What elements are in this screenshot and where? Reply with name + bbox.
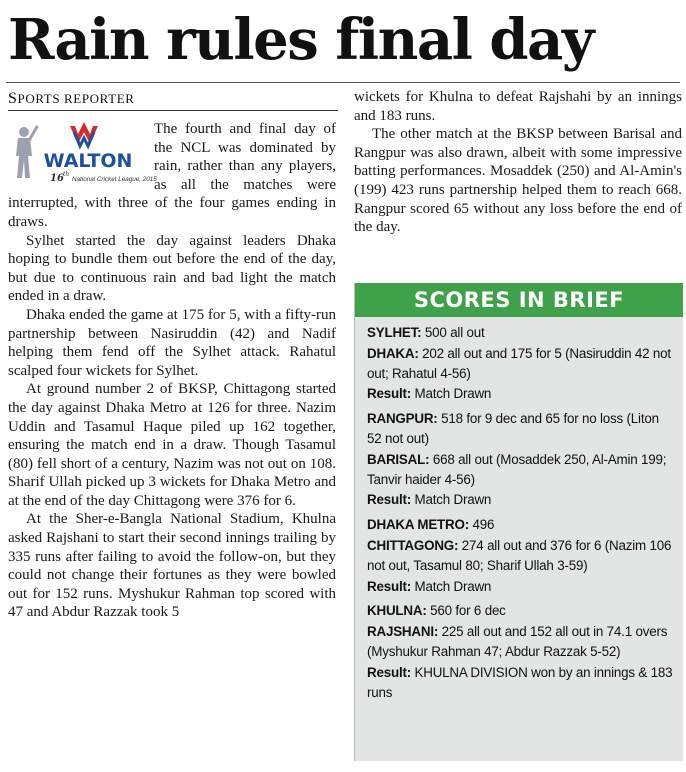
batsman-icon [16, 125, 39, 178]
headline-rule [6, 82, 680, 83]
score-text: 202 all out and 175 for 5 (Nasiruddin 42 not out; Rahatul 4-56) [367, 345, 671, 381]
paragraph: The other match at the BKSP between Barisal and Rangpur was also drawn, albeit with some impressive batting performances. Mosaddek (250) and Al-Amin's (199) 423 runs partnership helped them to reach 668. Rangpur scored 65 without any loss before the end of the day. [354, 126, 682, 236]
score-line [367, 601, 675, 621]
result-text: KHULNA DIVISION won by an innings & 183 runs [367, 664, 673, 700]
score-team-label: SYLHET: [367, 325, 422, 340]
paragraph-continued: wickets for Khulna to defeat Rajshahi by an innings and 183 runs. [354, 89, 682, 124]
paragraph: Dhaka ended the game at 175 for 5, with a fifty-run partnership between Nasiruddin (42) and Nadif helping them fend off the Sylhet attack. Rahatul scalped four wickets for Sylhet. [8, 306, 336, 379]
score-line [367, 323, 675, 343]
score-text: 560 for 6 dec [426, 603, 506, 619]
score-text: 500 all out [421, 325, 485, 340]
result-line [367, 663, 675, 703]
result-label: Result: [367, 492, 411, 508]
score-line [367, 409, 675, 449]
result-label: Result: [367, 386, 411, 402]
logo-edition-number: 16 [50, 173, 64, 184]
walton-ncl-logo [8, 122, 157, 188]
result-text: Match Drawn [410, 492, 492, 508]
result-text: Match Drawn [410, 386, 492, 402]
score-text: 274 all out and 376 for 6 (Nazim 106 not out, Tasamul 80; Sharif Ullah 3-59) [367, 537, 672, 573]
logo-edition-suffix: th [63, 171, 70, 178]
score-line [367, 344, 675, 384]
score-line [367, 622, 675, 662]
scores-in-brief-box [354, 283, 683, 761]
article-left-column [8, 120, 336, 622]
result-text: Match Drawn [410, 578, 492, 594]
score-team-label: KHULNA: [367, 603, 427, 619]
score-text: 518 for 9 dec and 65 for no loss (Liton 52 not out) [367, 411, 659, 446]
score-team-label: RANGPUR: [367, 411, 438, 427]
score-team-label: DHAKA: [367, 345, 419, 361]
paragraph: At ground number 2 of BKSP, Chittagong started the day against Dhaka Metro at 126 for three. Nazim Uddin and Tasamul Haque piled up 162 together, ensuring the match end in a draw. Though Tasamul (80) fell short of a century, Nazim was not out on 108. Sharif Ullah picked up 3 wickets for Dhaka Metro and at the end of the day Chittagong were 376 for 6. [8, 381, 336, 509]
result-label: Result: [367, 664, 411, 680]
paragraph-intro: The fourth and final day of the NCL was dominated by rain, rather than any players, as all the matches were interrupted, with three of the four games ending in draws. [8, 121, 336, 230]
paragraph: At the Sher-e-Bangla National Stadium, Khulna asked Rajshani to start their second innings trailing by 335 runs after failing to avoid the follow-on, but they could not change their fortunes as they were bowled out for 152 runs. Myshukur Rahman top scored with 47 and Abdur Razzak took 5 [8, 511, 336, 621]
result-line [367, 490, 675, 510]
score-line [367, 450, 675, 490]
score-text: 496 [469, 517, 495, 533]
score-line [367, 515, 675, 535]
paragraph: Sylhet started the day against leaders Dhaka hoping to bundle them out before the end of the day, but due to continuous rain and bad light the match ended in a draw. [8, 232, 336, 305]
score-text: 225 all out and 152 all out in 74.1 overs (Myshukur Rahman 47; Abdur Razzak 5-52) [367, 624, 668, 659]
score-team-label: RAJSHANI: [367, 624, 439, 640]
score-team-label: CHITTAGONG: [367, 537, 459, 553]
score-line [367, 536, 675, 576]
byline: SPORTS REPORTER [8, 90, 338, 111]
result-label: Result: [367, 578, 411, 594]
walton-logo-graphic [8, 122, 157, 188]
scores-box-title: SCORES IN BRIEF [355, 283, 683, 317]
score-team-label: BARISAL: [367, 451, 430, 467]
headline: Rain rules final day [8, 7, 593, 73]
result-line [367, 384, 675, 404]
score-team-label: DHAKA METRO: [367, 517, 469, 533]
logo-event-name: National Cricket League, 2015 [72, 176, 157, 183]
result-line [367, 577, 675, 597]
article-right-column [354, 88, 682, 237]
scores-box-body [355, 317, 683, 702]
score-text: 668 all out (Mosaddek 250, Al-Amin 199; Tanvir haider 4-56) [367, 451, 667, 487]
walton-wordmark: WALTON [43, 150, 133, 172]
